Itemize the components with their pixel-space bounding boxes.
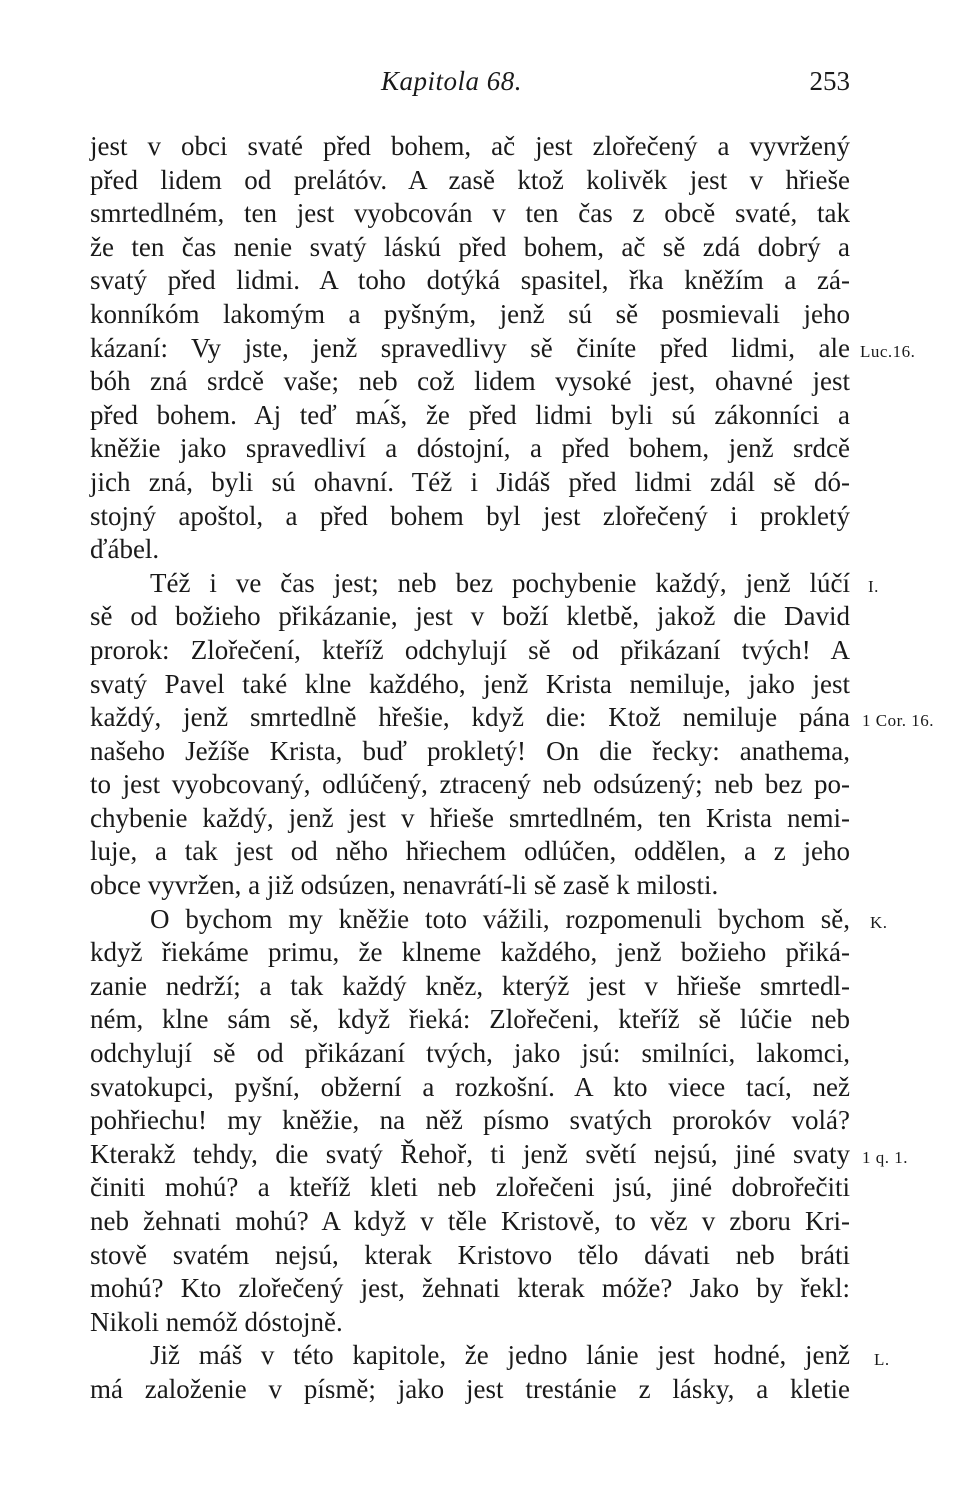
text-line: každý, jenž smrtedlně hřešie, když die: Ktož nemiluje pána [90,702,850,733]
text-line: stojný apoštol, a před bohem byl jest zlořečený i prokletý [90,500,850,531]
text-line: ném, klne sám sě, když řieká: Zlořečeni, kteříž sě lúčie neb [90,1004,850,1035]
text-line: mohú? Kto zlořečený jest, žehnati kterak móže? Jako by řekl: [90,1273,850,1304]
text-line: svatý Pavel také klne každého, jenž Krista nemiluje, jako jest [90,668,850,699]
text-line: prorok: Zlořečení, kteříž odchylují sě od přikázaní tvých! A [90,634,850,665]
text-line: ďábel. [90,534,160,565]
text-line: Nikoli nemóž dóstojně. [90,1306,343,1337]
text-line: stově svatém nejsú, kterak Kristovo tělo dávati neb bráti [90,1239,850,1270]
margin-note: Luc.16. [860,342,916,361]
text-line: luje, a tak jest od něho hřiechem odlúčen, oddělen, a z jeho [90,836,850,867]
text-line: bóh zná srdcě vaše; neb což lidem vysoké jest, ohavné jest [90,366,850,397]
running-title: Kapitola 68. [381,66,523,96]
text-line: sě od božieho přikázanie, jest v boží kletbě, jakož die David [90,601,850,632]
text-line: že ten čas nenie svatý láskú před bohem, ač sě zdá dobrý a [90,231,850,262]
text-line: jest v obci svaté před bohem, ač jest zlořečený a vyvržený [90,131,850,161]
body-text [90,130,850,1407]
text-line: odchylují sě od přikázaní tvých, jako jsú: smilníci, lakomci, [90,1038,850,1069]
margin-note: K. [870,913,888,932]
margin-note: I. [868,577,879,596]
margin-note: 1 Cor. 16. [862,711,935,730]
text-line: jich zná, byli sú ohavní. Též i Jidáš před lidmi zdál sě dó- [90,466,850,497]
running-head [90,66,850,106]
text-line: kněžie jako spravedliví a dóstojní, a před bohem, jenž srdcě [90,433,850,464]
text-line: konníkóm lakomým a pyšným, jenž sú sě posmievali jeho [90,298,850,329]
text-line: zanie nedrží; a tak každý kněz, kterýž jest v hřieše smrtedl- [90,970,850,1001]
margin-note: L. [874,1350,890,1369]
text-line: O bychom my kněžie toto vážili, rozpomenuli bychom sě, [150,903,850,934]
text-line: smrtedlném, ten jest vyobcován v ten čas z obcě svaté, tak [90,198,850,229]
text-line: to jest vyobcovaný, odlúčený, ztracený neb odsúzený; neb bez po- [90,769,850,800]
text-line: Též i ve čas jest; neb bez pochybenie každý, jenž lúčí [150,567,850,598]
text-line: svatokupci, pyšní, obžerní a rozkošní. A kto viece tací, než [90,1071,850,1102]
text-line: má založenie v písmě; jako jest trestánie z lásky, a kletie [90,1373,850,1404]
text-line: kázaní: Vy jste, jenž spravedlivy sě činíte před lidmi, ale [90,332,850,363]
page-number: 253 [809,66,850,96]
text-line: Kterakž tehdy, die svatý Řehoř, ti jenž světí nejsú, jiné svaty [90,1138,850,1169]
text-line: neb žehnati mohú? A když v těle Kristově, to věz v zboru Kri- [90,1206,850,1236]
text-line: obce vyvržen, a již odsúzen, nenavrátí-li sě zasě k milosti. [90,870,719,901]
margin-note: 1 q. 1. [862,1148,908,1167]
text-line: před lidem od prelátóv. A zasě ktož kolivěk jest v hřieše [90,164,850,195]
text-line: chybenie každý, jenž jest v hřieše smrtedlném, ten Krista nemi- [90,802,850,833]
text-line: pohřiechu! my kněžie, na něž písmo svatých prorokóv volá? [90,1105,850,1136]
text-line: Již máš v této kapitole, že jedno lánie jest hodné, jenž [150,1340,850,1371]
text-line: když řiekáme primu, že klneme každého, jenž božieho přiká- [90,937,850,968]
text-line: našeho Ježíše Krista, buď prokletý! On die řecky: anathema, [90,735,850,766]
text-line: činiti mohú? a kteříž kleti neb zlořečeni jsú, jiné dobrořečiti [90,1172,850,1203]
text-line: před bohem. Aj teď mᴀ́š, že před lidmi byli sú zákonníci a [90,399,850,430]
text-line: svatý před lidmi. A toho dotýká spasitel, řka kněžím a zá- [90,265,850,296]
